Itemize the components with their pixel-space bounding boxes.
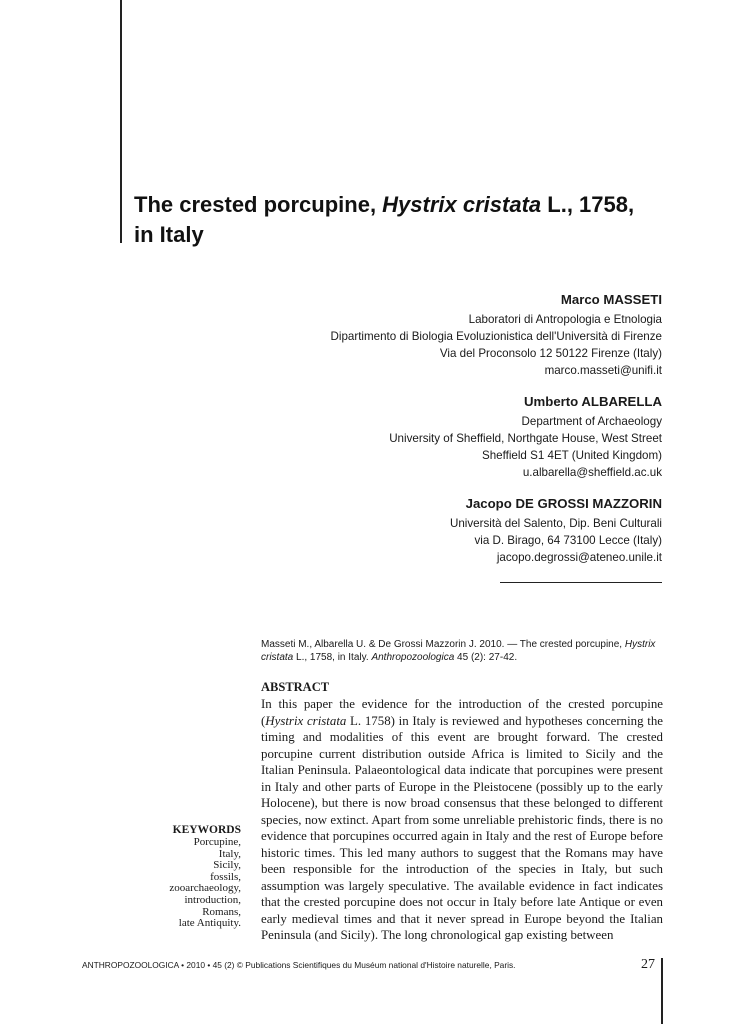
affiliation-line: Dipartimento di Biologia Evoluzionistica dell'Università di Firenze bbox=[330, 330, 662, 343]
keyword-item: Sicily, bbox=[213, 859, 241, 872]
affiliation-line: Via del Proconsolo 12 50122 Firenze (Italy) bbox=[439, 347, 662, 360]
page-number: 27 bbox=[641, 957, 655, 972]
keywords-section bbox=[140, 823, 241, 930]
keywords-heading: KEYWORDS bbox=[172, 824, 241, 836]
keyword-item: introduction, bbox=[184, 893, 241, 906]
abstract-section bbox=[261, 678, 663, 944]
citation-text: 45 (2): 27-42. bbox=[454, 651, 518, 663]
abstract-species: Hystrix cristata bbox=[265, 713, 347, 728]
keyword-item: late Antiquity. bbox=[178, 917, 241, 930]
author-email[interactable]: marco.masseti@unifi.it bbox=[544, 364, 662, 377]
citation bbox=[261, 639, 663, 664]
author-name: Jacopo DE GROSSI MAZZORIN bbox=[465, 496, 662, 511]
title-line2: in Italy bbox=[134, 222, 204, 247]
affiliation-line: via D. Birago, 64 73100 Lecce (Italy) bbox=[474, 534, 662, 547]
affiliation-line: Laboratori di Antropologia e Etnologia bbox=[468, 313, 662, 326]
citation-text: L., 1758, in Italy. bbox=[293, 651, 372, 663]
title-post: L., 1758, bbox=[541, 192, 635, 217]
affiliation-line: Università del Salento, Dip. Beni Culturali bbox=[449, 517, 662, 530]
citation-journal: Anthropozoologica bbox=[371, 651, 455, 663]
title-species: Hystrix cristata bbox=[382, 192, 542, 217]
title-pre: The crested porcupine, bbox=[134, 192, 383, 217]
abstract-text: In this paper the evidence for the introduction of the crested porcupine ( bbox=[261, 697, 663, 728]
author-divider bbox=[500, 582, 662, 583]
affiliation-line: Sheffield S1 4ET (United Kingdom) bbox=[481, 449, 662, 462]
author-3 bbox=[242, 495, 662, 566]
keyword-item: Porcupine, bbox=[193, 836, 241, 848]
author-block bbox=[242, 291, 662, 580]
author-email[interactable]: jacopo.degrossi@ateneo.unile.it bbox=[496, 551, 662, 564]
bottom-vertical-rule bbox=[661, 958, 663, 1024]
article-title bbox=[134, 190, 694, 250]
citation-text: Masseti M., Albarella U. & De Grossi Mazzorin J. 2010. — The crested porcupine, bbox=[261, 639, 625, 650]
abstract-text: L. 1758) in Italy is reviewed and hypotheses concerning the timing and modalities of this event are brought forward. The crested porcupine current distribution outside Africa is limited to Sicily and the Italian Peninsula. Palaeontological data indicate that porcupines were present in Italy and other parts of Europe in the Pleistocene (possibly up to the early Holocene), but there is now broad consensus that these belonged to different species, now extinct. Apart from some unreliable prehistoric finds, there is no evidence that porcupines occurred again in Italy and the rest of Europe before historic times. This led many authors to suggest that the Romans may have been responsible for the introduction of the species in Italy, but such assumption was largely speculative. The available evidence in fact indicates that the crested porcupine does not occur in Italy before late Antique or even early medieval times and that it never spread in Europe beyond the Italian Peninsula (and Sicily). The long chronological gap existing between bbox=[261, 713, 663, 942]
affiliation-line: University of Sheffield, Northgate House, West Street bbox=[389, 432, 662, 445]
top-vertical-rule bbox=[120, 0, 122, 243]
keyword-item: zooarchaeology, bbox=[169, 882, 241, 895]
affiliation-line: Department of Archaeology bbox=[521, 415, 662, 428]
author-1 bbox=[242, 291, 662, 379]
keyword-item: Italy, bbox=[218, 847, 241, 860]
keyword-item: fossils, bbox=[210, 870, 241, 883]
author-name: Marco MASSETI bbox=[560, 292, 662, 307]
citation-species: Hystrix cristata bbox=[261, 639, 656, 663]
author-2 bbox=[242, 393, 662, 481]
abstract-body bbox=[261, 696, 663, 944]
author-email[interactable]: u.albarella@sheffield.ac.uk bbox=[522, 466, 662, 479]
keyword-item: Romans, bbox=[202, 905, 241, 918]
page-footer: ANTHROPOZOOLOGICA • 2010 • 45 (2) © Publications Scientifiques du Muséum national d'Histoire naturelle, Paris. bbox=[82, 960, 516, 970]
abstract-heading: ABSTRACT bbox=[261, 680, 330, 694]
author-name: Umberto ALBARELLA bbox=[524, 394, 662, 409]
